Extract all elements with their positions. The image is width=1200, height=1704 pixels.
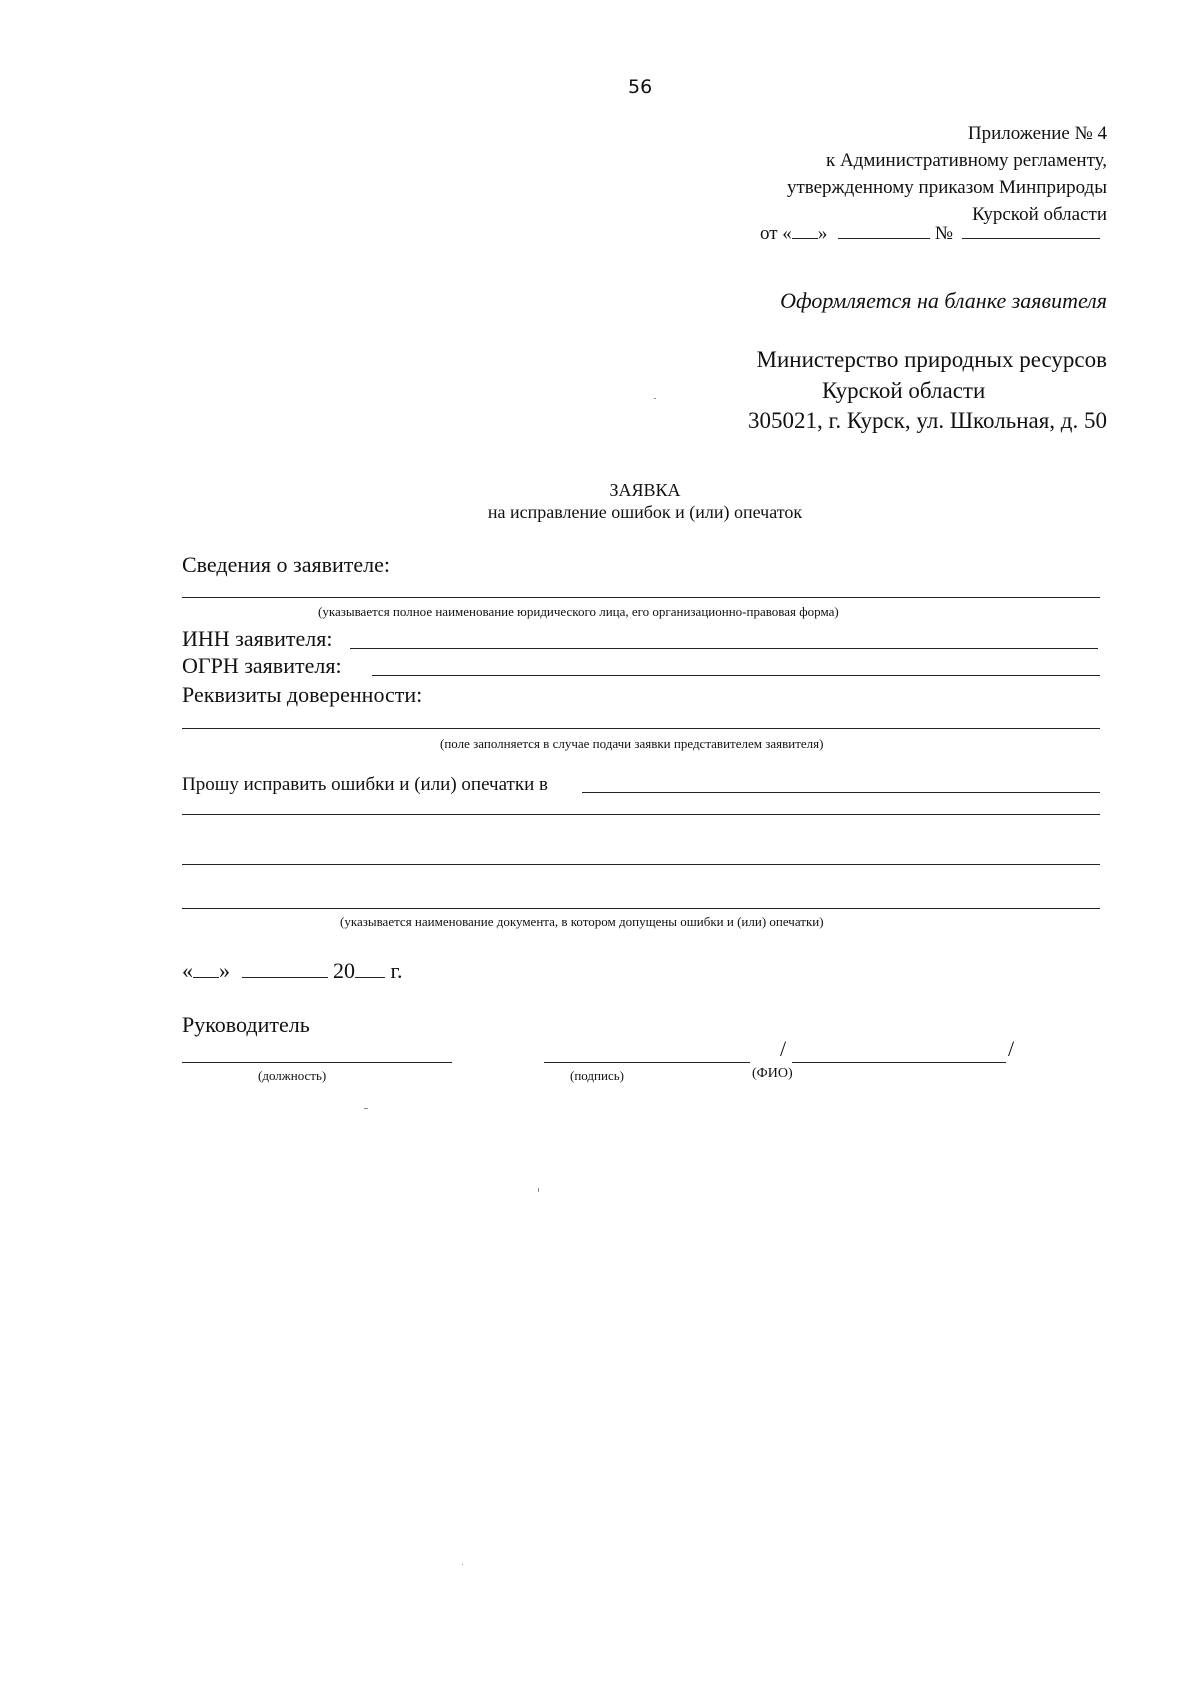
- ogrn-label: ОГРН заявителя:: [182, 653, 342, 678]
- ogrn-field[interactable]: [372, 675, 1100, 676]
- year-suffix: г.: [390, 958, 403, 983]
- signature-hint: (подпись): [570, 1068, 624, 1083]
- request-line-2[interactable]: [182, 814, 1100, 815]
- request-document-field[interactable]: [582, 792, 1100, 793]
- year-field[interactable]: [355, 959, 385, 978]
- appendix-day-field: [792, 220, 818, 239]
- appendix-line-3: утвержденному приказом Минприроды: [786, 177, 1107, 198]
- day-field[interactable]: [193, 959, 219, 978]
- scan-speck: [538, 1188, 539, 1192]
- appendix-month-field: [838, 220, 930, 239]
- blank-note: Оформляется на бланке заявителя: [780, 288, 1107, 313]
- month-field[interactable]: [242, 959, 328, 978]
- appendix-line-4: Курской области: [972, 204, 1107, 225]
- appendix-line-1: Приложение № 4: [967, 123, 1107, 144]
- power-of-attorney-hint: (поле заполняется в случае подачи заявки представителем заявителя): [440, 736, 824, 751]
- power-of-attorney-field[interactable]: [182, 728, 1100, 729]
- recipient-line-1: Министерство природных ресурсов: [756, 347, 1107, 372]
- signature-field[interactable]: [544, 1062, 750, 1063]
- year-prefix: 20: [333, 958, 355, 983]
- scan-speck: [364, 1108, 368, 1109]
- form-date-row: [182, 958, 403, 984]
- position-field[interactable]: [182, 1062, 452, 1063]
- form-title: ЗАЯВКА: [609, 480, 681, 500]
- head-label: Руководитель: [182, 1012, 310, 1037]
- recipient-line-3: 305021, г. Курск, ул. Школьная, д. 50: [748, 408, 1107, 433]
- applicant-hint: (указывается полное наименование юридического лица, его организационно-правовая форма): [318, 604, 839, 619]
- date-close-quote: »: [219, 958, 230, 983]
- name-hint: (ФИО): [752, 1066, 793, 1081]
- appendix-date-prefix: от «: [760, 223, 792, 244]
- applicant-info-label: Сведения о заявителе:: [182, 552, 391, 577]
- appendix-date-row: [760, 220, 1100, 245]
- scan-speck: [462, 1564, 463, 1565]
- scan-speck: [654, 398, 656, 399]
- name-slash-right: /: [1008, 1036, 1015, 1061]
- position-hint: (должность): [258, 1068, 327, 1083]
- recipient-line-2: Курской области: [822, 378, 986, 403]
- request-line-4[interactable]: [182, 908, 1100, 909]
- applicant-name-field[interactable]: [182, 597, 1100, 598]
- document-hint: (указывается наименование документа, в котором допущены ошибки и (или) опечатки): [340, 914, 824, 929]
- name-slash-left: /: [780, 1036, 787, 1061]
- appendix-date-mid: »: [817, 223, 828, 244]
- appendix-line-2: к Административному регламенту,: [825, 150, 1107, 171]
- power-of-attorney-label: Реквизиты доверенности:: [182, 682, 423, 707]
- name-field[interactable]: [792, 1062, 1006, 1063]
- appendix-number-field: [962, 220, 1100, 239]
- date-open-quote: «: [182, 958, 193, 983]
- request-label: Прошу исправить ошибки и (или) опечатки в: [182, 774, 548, 795]
- request-line-3[interactable]: [182, 864, 1100, 865]
- page-number: 56: [628, 76, 653, 98]
- inn-field[interactable]: [350, 648, 1098, 649]
- inn-label: ИНН заявителя:: [182, 626, 333, 651]
- appendix-number-sign: №: [934, 223, 953, 244]
- form-subtitle: на исправление ошибок и (или) опечаток: [487, 502, 803, 522]
